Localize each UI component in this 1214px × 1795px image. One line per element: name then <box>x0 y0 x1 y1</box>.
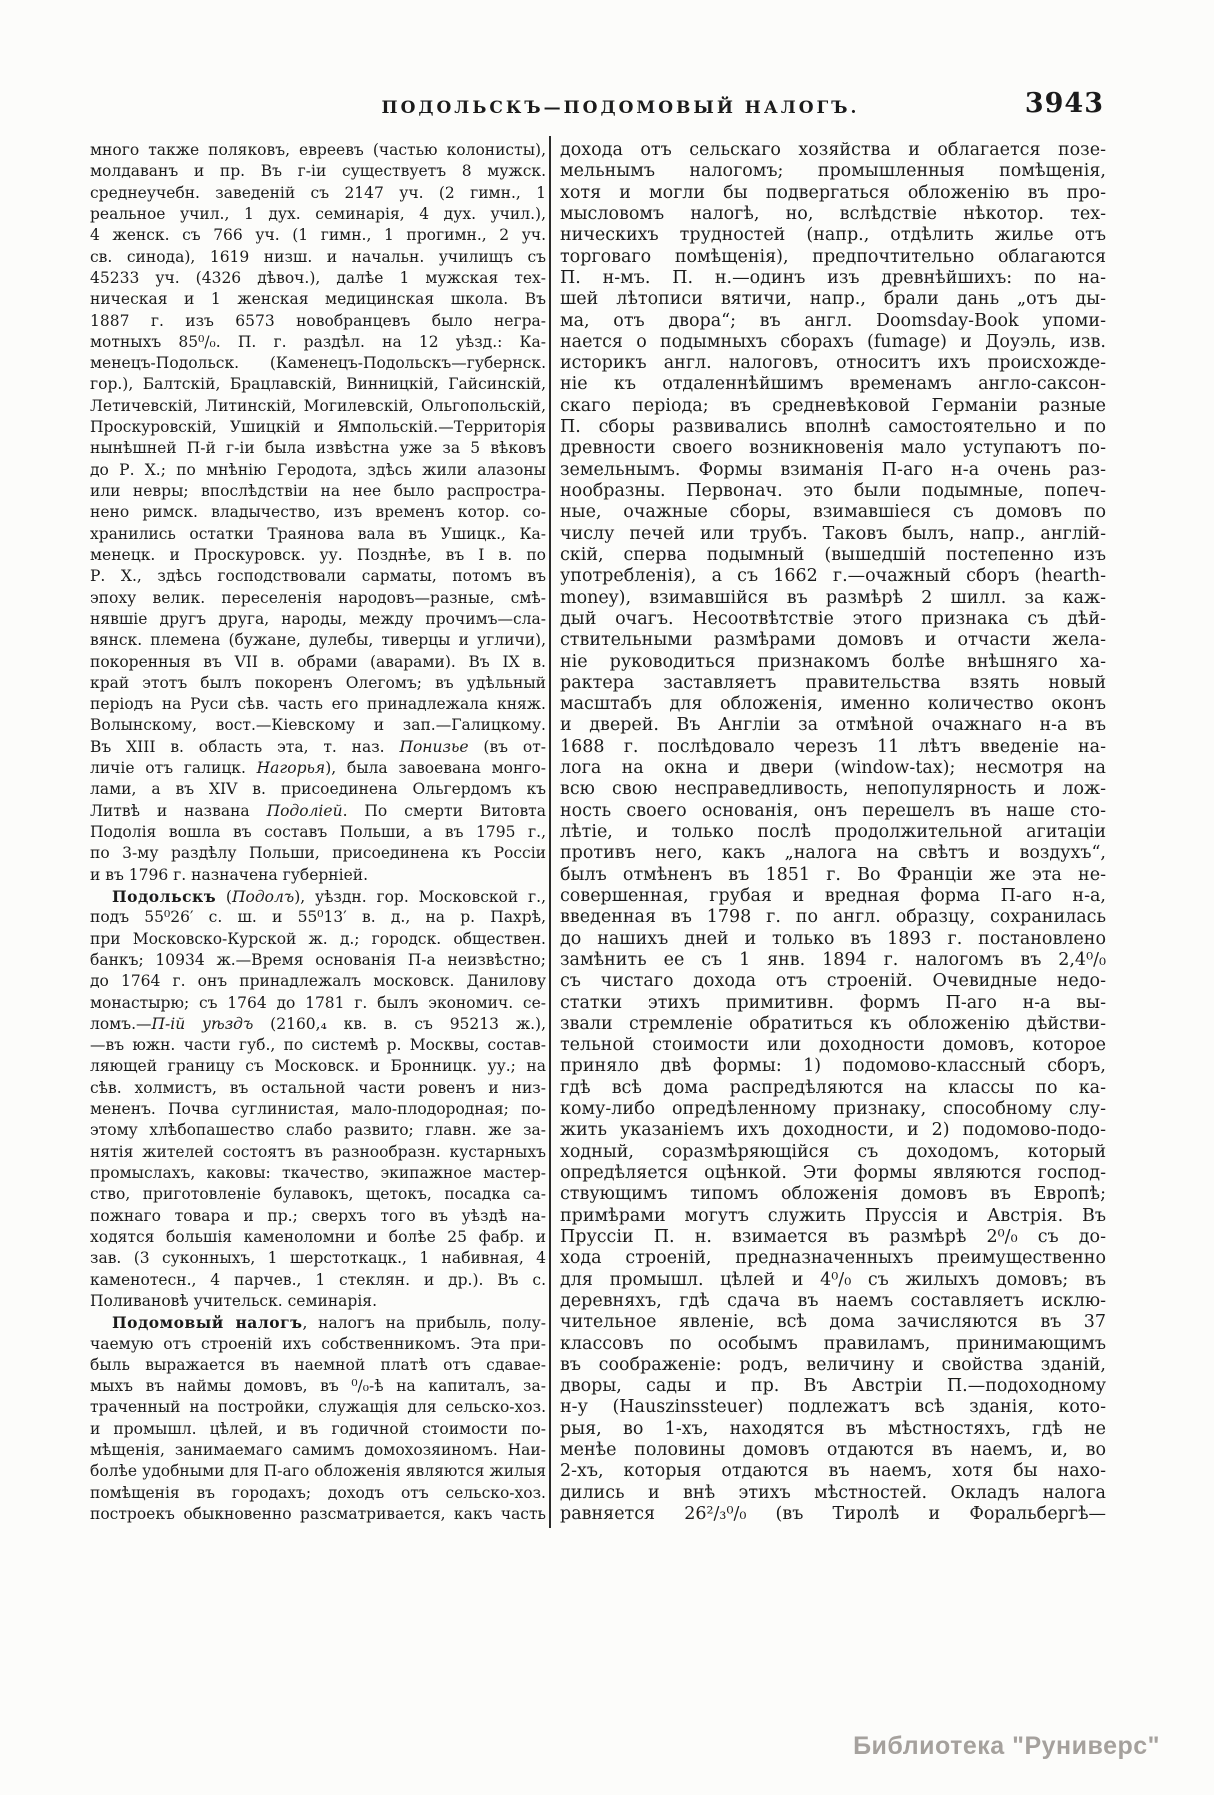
text-line: 45233 уч. (4326 дѣвоч.), далѣе 1 мужская тех- <box>90 268 546 287</box>
text-line: промыслахъ, каковы: ткачество, экипажное мастер- <box>90 1164 546 1182</box>
text-line: молдаванъ и пр. Въ г-іи существуетъ 8 мужск. <box>90 162 546 181</box>
text-line: 1887 г. изъ 6573 новобранцевъ было негра- <box>90 311 546 330</box>
running-title: ПОДОЛЬСКЪ—ПОДОМОВЫЙ НАЛОГЪ. <box>381 98 860 118</box>
text-line: историкъ англ. налоговъ, относитъ ихъ происхожде- <box>560 353 1106 374</box>
text-line: среднеучебн. заведеній съ 2147 уч. (2 гимн., 1 <box>90 183 546 202</box>
text-line: или невры; впослѣдствіи на нее было распростра- <box>90 482 546 500</box>
text-line: хотя и могли бы подвергаться обложенію въ про- <box>560 182 1106 203</box>
text-line: съ чистаго дохода отъ строеній. Очевидные недо- <box>560 971 1106 992</box>
text-line: зав. (3 суконныхъ, 1 шерстоткацк., 1 набивная, 4 <box>90 1249 546 1268</box>
text-line: приняло двѣ формы: 1) подомово-классный сборъ, <box>560 1056 1106 1077</box>
text-line: ническихъ трудностей (напр., отдѣлить жилье отъ <box>560 225 1106 246</box>
text-line: хранились остатки Траянова вала въ Ушицк., Ка- <box>90 524 546 543</box>
text-line: Волынскому, вост.—Кіевскому и зап.—Галицкому. <box>90 716 546 735</box>
text-line: равняется 26²/₃⁰/₀ (въ Тиролѣ и Форальбергѣ— <box>560 1504 1106 1524</box>
text-line: money), взимавшійся въ размѣрѣ 2 шилл. за каж- <box>560 587 1106 608</box>
italic-term: Подоліей <box>266 801 343 820</box>
text-line: Поливановѣ учительск. семинарія. <box>90 1291 378 1310</box>
text-segment: , налогъ на прибыль, полу- <box>302 1314 546 1333</box>
text-line: Летичевскій, Литинскій, Могилевскій, Ольгопольскій, <box>90 396 546 415</box>
text-line: до Р. Х.; по мнѣнію Геродота, здѣсь жили алазоны <box>90 460 546 479</box>
text-line: нявшіе другъ друга, народы, между прочимъ—сла- <box>90 609 546 628</box>
text-line: чаемую отъ строеній ихъ собственникомъ. Эта при- <box>90 1334 546 1353</box>
text-line: деревняхъ, гдѣ сдача въ наемъ составляетъ исклю- <box>560 1290 1106 1311</box>
text-line: кому-либо опредѣленному признаку, способному слу- <box>560 1099 1106 1120</box>
text-line: ствующимъ типомъ обложенія домовъ въ Европѣ; <box>560 1184 1106 1205</box>
text-line <box>90 886 546 907</box>
text-line: древности своего возникновенія мало уступаютъ по- <box>560 438 1106 459</box>
paragraph <box>90 886 546 1312</box>
text-line: статки этихъ примитивн. формъ П-аго н-а вы- <box>560 992 1106 1013</box>
text-line: нообразны. Первонач. это были подымные, попеч- <box>560 481 1106 501</box>
text-column-right <box>560 140 1106 1525</box>
text-line: св. синода), 1619 низш. и начальн. училищъ съ <box>90 247 546 266</box>
text-line: много также поляковъ, евреевъ (частью колонисты), <box>90 141 546 159</box>
text-line: скій, сперва подымный (вышедшій постепенно изъ <box>560 544 1106 565</box>
text-line: каменотесн., 4 парчев., 1 стеклян. и др.). Въ с. <box>90 1270 546 1289</box>
text-line: и промышл. цѣлей, и въ годичной стоимости по- <box>90 1419 546 1438</box>
text-line: ляющей границу съ Московск. и Бронницк. уу.; на <box>90 1057 546 1076</box>
text-segment: ( <box>216 887 232 906</box>
text-line: эпоху велик. переселенія народовъ—разные, смѣ- <box>90 588 546 607</box>
text-line: мотныхъ 85⁰/₀. П. г. раздѣл. на 12 уѣзд.: Ка- <box>90 332 546 351</box>
text-line: всю свою несправедливость, непопулярность и лож- <box>560 779 1106 800</box>
text-segment: ), была завоевана монго- <box>325 759 546 778</box>
text-line: и дверей. Въ Англіи за отмѣной очажнаго н-а въ <box>560 715 1106 736</box>
text-line: дый очагъ. Несоотвѣтствіе этого признака съ дѣй- <box>560 608 1106 629</box>
text-line: банкъ; 10934 ж.—Время основанія П-а неизвѣстно; <box>90 950 546 969</box>
text-line: пожнаго товара и пр.; сверхъ того въ уѣздѣ на- <box>90 1206 546 1225</box>
text-line: построекъ обыкновенно разсматривается, какъ часть <box>90 1505 546 1523</box>
page-number: 3943 <box>1024 88 1104 119</box>
text-line: скаго періода; въ средневѣковой Германіи разные <box>560 395 1106 416</box>
text-line: ные, очажные сборы, взимавшіеся съ домовъ по <box>560 502 1106 523</box>
text-line: мѣщенія, занимаемаго самимъ домохозяиномъ. Наи- <box>90 1441 546 1460</box>
text-line: ность своего основанія, онъ перешелъ въ наше сто- <box>560 800 1106 821</box>
text-line: по 3-му раздѣлу Польши, присоединена къ Россіи <box>90 844 546 863</box>
text-line: Подолія вошла въ составъ Польши, а въ 1795 г., <box>90 823 546 841</box>
text-line: край этотъ былъ покоренъ Олегомъ; въ удѣльный <box>90 673 546 692</box>
text-line: и въ 1796 г. назначена губерніей. <box>90 865 369 884</box>
text-line: масштабъ для обложенія, именно количество оконъ <box>560 694 1106 715</box>
text-line: гдѣ всѣ дома распредѣляются на классы по ка- <box>560 1077 1106 1098</box>
paragraph <box>560 140 1106 1525</box>
text-line: классовъ по особымъ правиламъ, принимающимъ <box>560 1333 1106 1354</box>
text-line: ство, приготовленіе булавокъ, щетокъ, посадка са- <box>90 1185 546 1204</box>
text-line: хода строеній, предназначенныхъ преимущественно <box>560 1248 1106 1269</box>
text-line: въ соображеніе: родъ, величину и свойства зданій, <box>560 1354 1106 1375</box>
text-line: сѣв. холмистъ, въ остальной части ровенъ и низ- <box>90 1078 546 1097</box>
text-line: ническая и 1 женская медицинская школа. Въ <box>90 290 546 309</box>
text-line: мельнымъ налогомъ; промышленныя помѣщенія, <box>560 161 1106 182</box>
text-line: дворы, сады и пр. Въ Австріи П.—подоходному <box>560 1376 1106 1397</box>
text-line: ніе къ отдаленнѣйшимъ временамъ англо-саксон- <box>560 374 1106 395</box>
text-line: нынѣшней П-й г-іи была извѣстна уже за 5 вѣковъ <box>90 439 546 458</box>
text-line: этому хлѣбопашество слабо развито; главн. же за- <box>90 1121 546 1140</box>
text-line: жить указаніемъ ихъ доходности, и 2) подомово-подо- <box>560 1120 1106 1141</box>
entry-headword: Подольскъ <box>112 886 217 906</box>
text-line: болѣе удобными для П-аго обложенія являются жилыя <box>90 1462 546 1481</box>
text-segment: (2160,₄ кв. в. съ 95213 ж.), <box>253 1014 546 1033</box>
text-line: Р. Х., здѣсь господствовали сарматы, потомъ въ <box>90 567 546 586</box>
text-line: н-у (Hauszinssteuer) подлежатъ всѣ зданія, кото- <box>560 1397 1106 1418</box>
text-line: для промышл. цѣлей и 4⁰/₀ съ жилыхъ домовъ; въ <box>560 1269 1106 1290</box>
text-line <box>90 1014 546 1035</box>
text-line: —въ южн. части губ., по системѣ р. Москвы, состав- <box>90 1036 546 1055</box>
text-line: противъ него, какъ „налога на свѣтъ и воздухъ“, <box>560 843 1106 864</box>
text-line: гор.), Балтскій, Брацлавскій, Винницкій, Гайсинскій, <box>90 375 546 394</box>
text-segment: (въ от- <box>468 737 546 756</box>
text-line: покоренныя въ VII в. обрами (аварами). Въ IX в. <box>90 652 546 671</box>
text-line <box>90 801 546 822</box>
text-line: Пруссіи П. н. взимается въ размѣрѣ 2⁰/₀ съ до- <box>560 1226 1106 1247</box>
text-line: употребленія), а съ 1662 г.—очажный сборъ (hearth- <box>560 566 1106 587</box>
text-line: П. н-мъ. П. н.—одинъ изъ древнѣйшихъ: по на- <box>560 267 1106 288</box>
text-line: тельной стоимости или доходности домовъ, которое <box>560 1035 1106 1056</box>
text-line: дохода отъ сельскаго хозяйства и облагается позе- <box>560 140 1106 160</box>
text-line: примѣрами могутъ служить Пруссія и Австрія. Въ <box>560 1205 1106 1226</box>
text-line: монастырю; съ 1764 до 1781 г. былъ экономич. се- <box>90 993 546 1012</box>
text-line: рактера заставляетъ правительства взять новый <box>560 672 1106 693</box>
text-line <box>90 1312 546 1333</box>
text-line: замѣнить ее съ 1 янв. 1894 г. налогомъ въ 2,4⁰/₀ <box>560 949 1106 970</box>
text-line: 1688 г. послѣдовало черезъ 11 лѣтъ введеніе на- <box>560 736 1106 757</box>
text-line: Проскуровскій, Ушицкій и Ямпольскій.—Территорія <box>90 418 546 437</box>
text-line: ма, отъ двора“; въ англ. Doomsday-Book упоми- <box>560 310 1106 331</box>
column-divider-rule <box>549 136 551 1528</box>
text-line: до 1764 г. онъ принадлежалъ московск. Данилову <box>90 972 546 991</box>
text-line: менецк. и Проскуровск. уу. Позднѣе, въ I в. по <box>90 545 546 564</box>
page-header <box>90 88 1106 128</box>
text-line: реальное учил., 1 дух. семинарія, 4 дух. учил.), <box>90 204 546 223</box>
text-line: помѣщенія въ городахъ; доходъ отъ сельско-хоз. <box>90 1483 546 1502</box>
text-line: 4 женск. съ 766 уч. (1 гимн., 1 прогимн., 2 уч. <box>90 226 546 245</box>
text-segment: Въ XIII в. область эта, т. наз. <box>90 737 400 756</box>
text-line: ходятся большія каменоломни и болѣе 25 фабр. и <box>90 1227 546 1246</box>
text-line: ходный, соразмѣряющійся съ доходомъ, который <box>560 1141 1106 1162</box>
text-line: траченный на постройки, служащія для сельско-хоз. <box>90 1398 546 1417</box>
text-line: при Московско-Курской ж. д.; городск. обществен. <box>90 929 546 948</box>
text-line: совершенная, грубая и вредная форма П-аго н-а, <box>560 885 1106 906</box>
text-line: лами, а въ XIV в. присоединена Ольгердомъ къ <box>90 780 546 799</box>
text-segment: ломъ.— <box>90 1014 152 1033</box>
text-line: опредѣляется оцѣнкой. Эти формы являются господ- <box>560 1163 1106 1183</box>
text-line: до нашихъ дней и только въ 1893 г. постановлено <box>560 928 1106 949</box>
text-column-left <box>90 140 546 1525</box>
text-line: быль выражается въ наемной платѣ отъ сдавае- <box>90 1355 546 1374</box>
text-line: числу печей или трубъ. Таковъ былъ, напр., англій- <box>560 523 1106 544</box>
text-line: введенная въ 1798 г. по англ. образцу, сохранилась <box>560 907 1106 928</box>
italic-term: Нагорья <box>256 759 326 778</box>
text-line: нено римск. владычество, изъ временъ котор. со- <box>90 503 546 522</box>
text-line: лѣтіе, и только послѣ продолжительной агитаціи <box>560 822 1106 842</box>
text-line: земельнымъ. Формы взиманія П-аго н-а очень раз- <box>560 459 1106 480</box>
text-line: менѣе половины домовъ отдаются въ наемъ, и, во <box>560 1440 1106 1461</box>
paragraph <box>90 140 546 886</box>
text-line: вянск. племена (бужане, дулебы, тиверцы и угличи), <box>90 631 546 650</box>
entry-headword: Подомовый налогъ <box>112 1313 303 1333</box>
text-line: чительное явленіе, всѣ дома зачисляются въ 37 <box>560 1312 1106 1333</box>
text-line: рыя, во 1-хъ, находятся въ мѣстностяхъ, гдѣ не <box>560 1418 1106 1439</box>
italic-term: Подолъ <box>231 887 295 906</box>
library-watermark: Библиотека "Руниверс" <box>853 1732 1160 1760</box>
text-segment: Литвѣ и названа <box>90 801 267 820</box>
text-line: 2-хъ, которыя отдаются въ наемъ, хотя бы нахо- <box>560 1461 1106 1482</box>
text-line: періодъ на Руси сѣв. часть его принадлежала княж. <box>90 695 546 714</box>
paragraph <box>90 1312 546 1525</box>
text-line: П. сборы развивались вполнѣ самостоятельно и по <box>560 417 1106 438</box>
text-line: ніе руководиться признакомъ болѣе внѣшняго ха- <box>560 651 1106 672</box>
text-line: подъ 55⁰26′ с. ш. и 55⁰13′ в. д., на р. Пахрѣ, <box>90 908 546 927</box>
text-line: мененъ. Почва суглинистая, мало-плодородная; по- <box>90 1100 546 1119</box>
text-line: нается о подымныхъ сборахъ (fumage) и Доуэль, изв. <box>560 331 1106 352</box>
text-line: былъ отмѣненъ въ 1851 г. Во Франціи же эта не- <box>560 864 1106 885</box>
text-line: шей лѣтописи вятичи, напр., брали дань „отъ ды- <box>560 289 1106 310</box>
text-line: ствительными размѣрами домовъ и отчасти жела- <box>560 630 1106 651</box>
text-segment: личіе отъ галицк. <box>90 759 257 778</box>
text-line: нятія жителей состоятъ въ разнообразн. кустарныхъ <box>90 1142 546 1161</box>
text-segment: . По смерти Витовта <box>342 801 546 820</box>
text-line: звали стремленіе обратиться къ обложенію дѣйстви- <box>560 1013 1106 1034</box>
text-line: торговаго помѣщенія), предпочтительно облагаются <box>560 246 1106 267</box>
text-line: мысловомъ налогѣ, но, вслѣдствіе нѣкотор. тех- <box>560 203 1106 224</box>
text-line: менецъ-Подольск. (Каменецъ-Подольскъ—губернск. <box>90 354 546 373</box>
italic-term: Понизье <box>399 737 469 756</box>
text-line <box>90 758 546 779</box>
text-line <box>90 737 546 758</box>
text-segment: ), уѣздн. гор. Московской г., <box>294 887 546 906</box>
text-line: дились и внѣ этихъ мѣстностей. Окладъ налога <box>560 1482 1106 1503</box>
text-line: лога на окна и двери (window-tax); несмотря на <box>560 758 1106 779</box>
italic-term: П-ій уѣздъ <box>151 1014 254 1033</box>
text-line: мыхъ въ наймы домовъ, въ ⁰/₀-ѣ на капиталъ, за- <box>90 1377 546 1396</box>
